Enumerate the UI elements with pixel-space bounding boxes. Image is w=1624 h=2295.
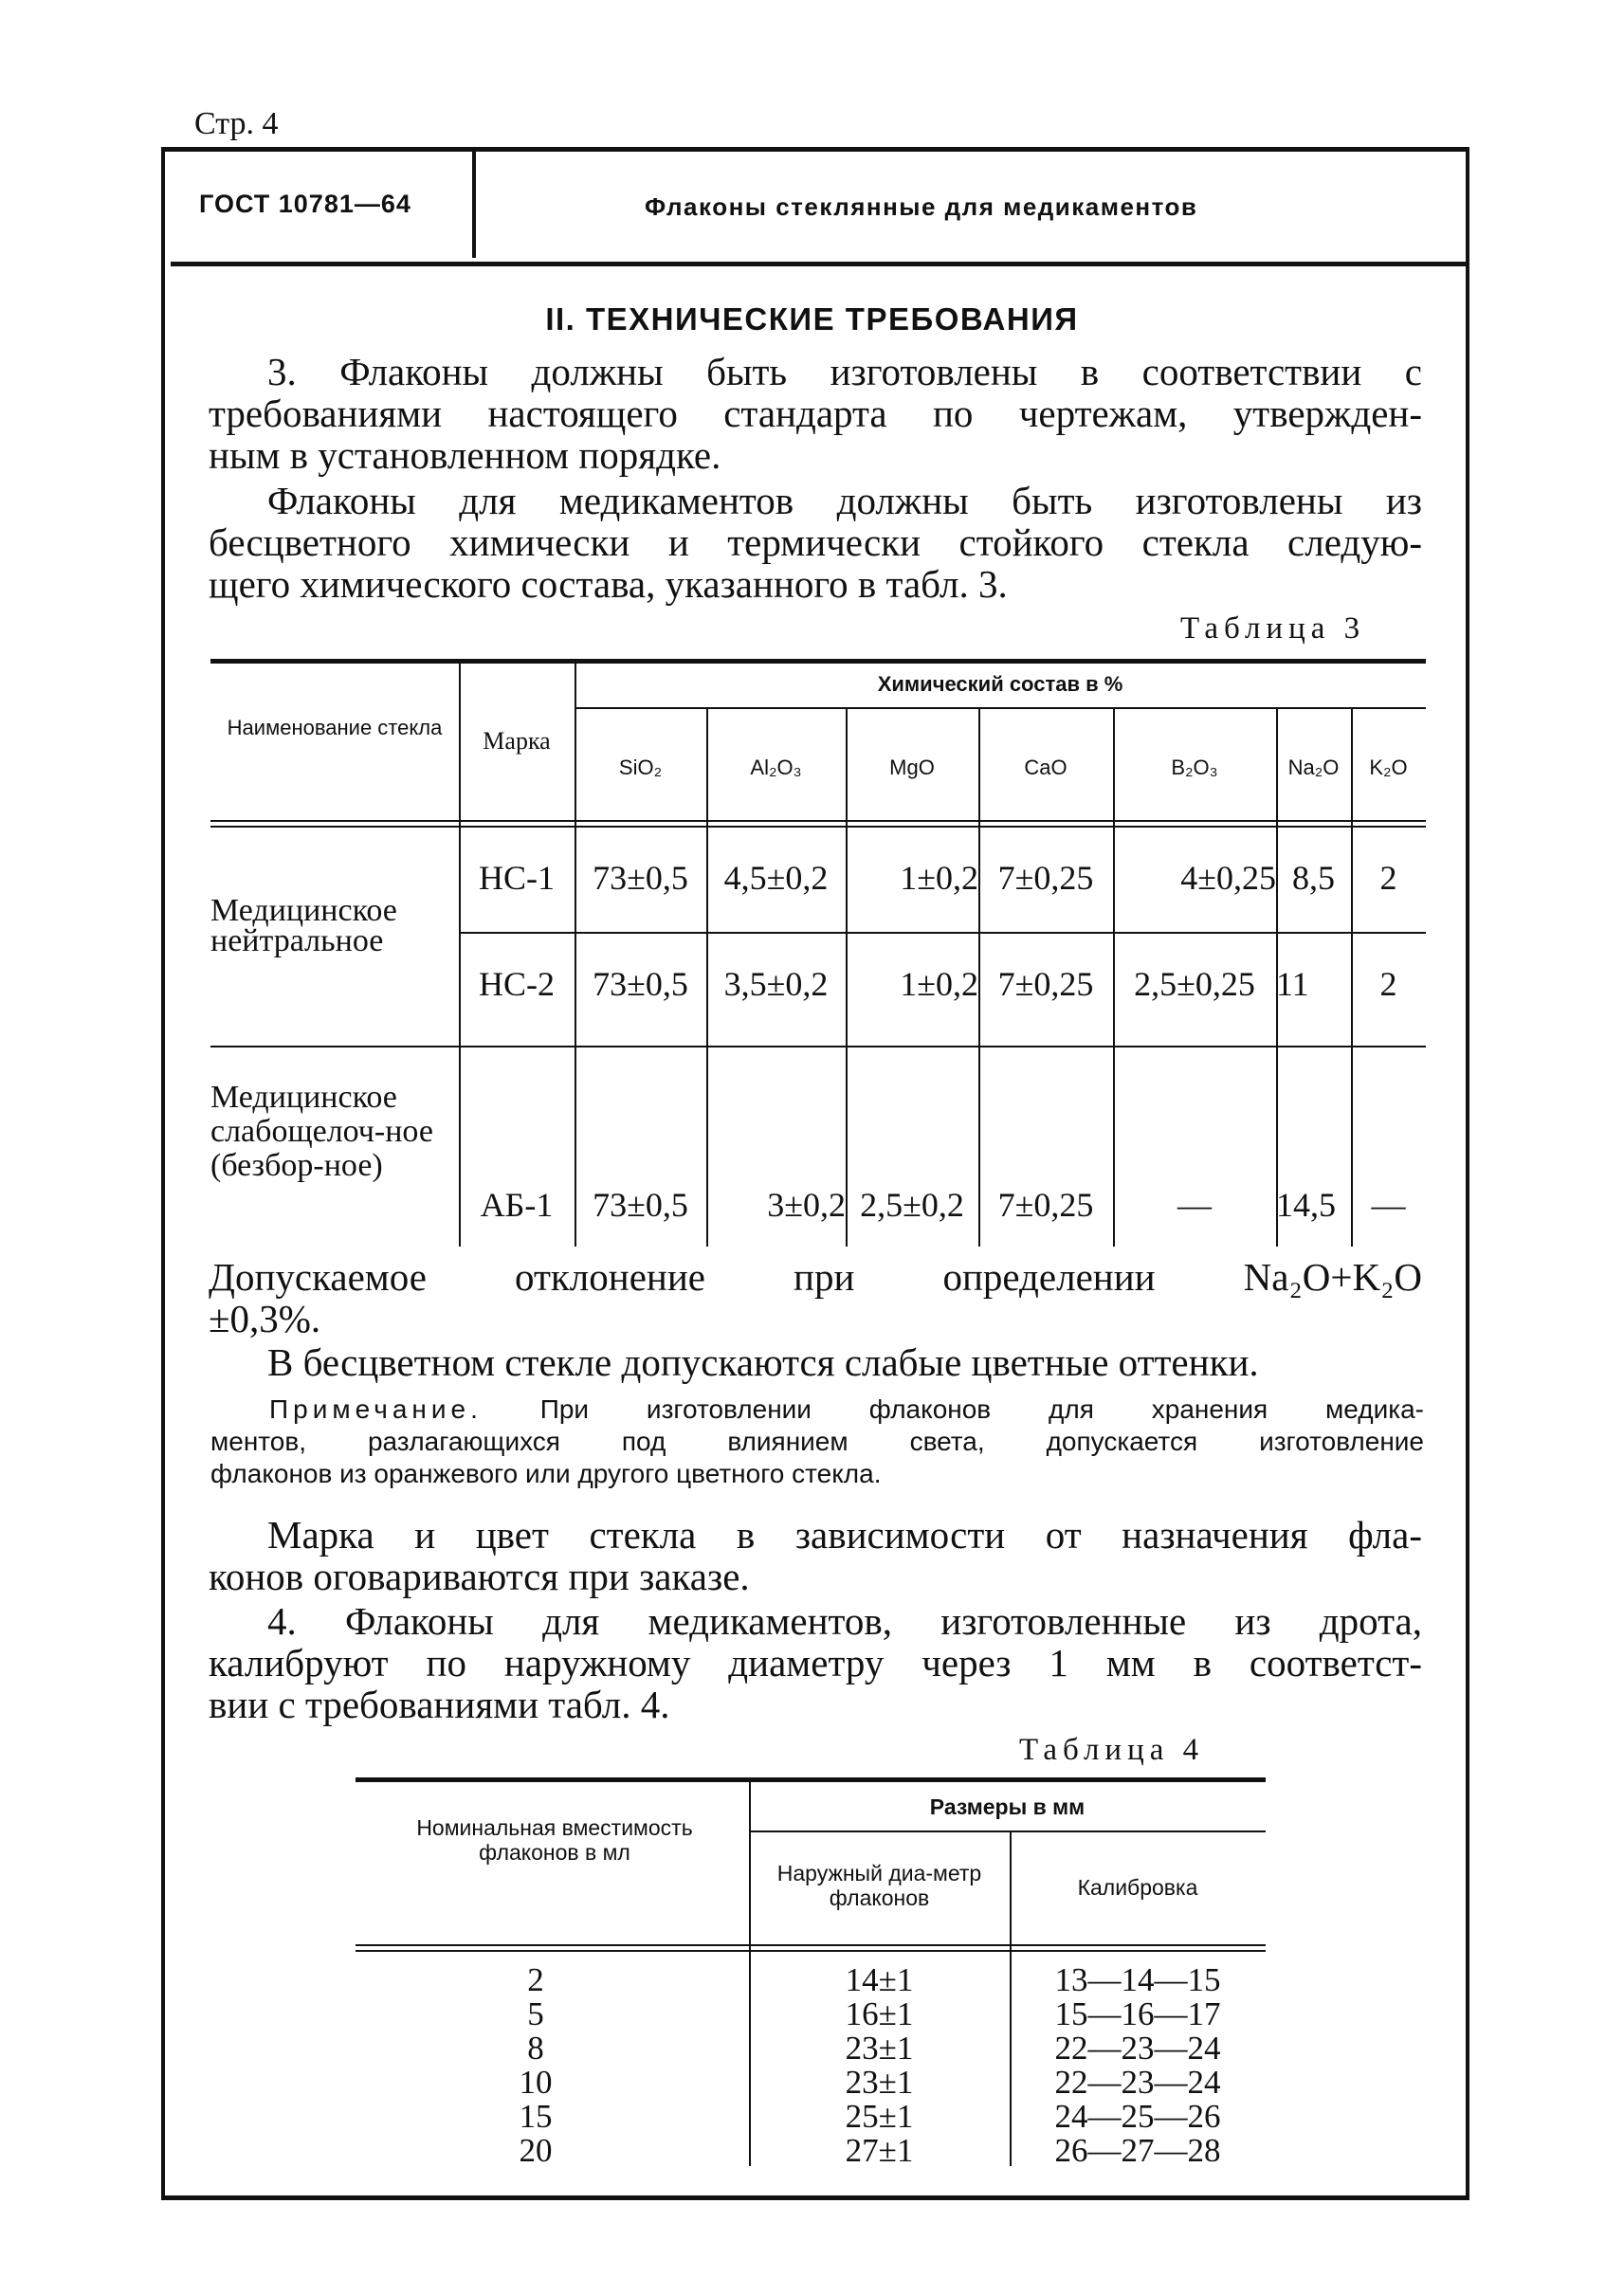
table3-head-mark: Марка — [483, 727, 551, 755]
table4-calibration-column — [1010, 1963, 1266, 2168]
header-rule — [171, 262, 1466, 266]
table3-cell: 11 — [1276, 965, 1309, 1003]
note-line: флаконов из оранжевого или другого цветного стекла. — [210, 1459, 882, 1488]
paragraph-tolerance — [209, 1256, 1422, 1339]
table3-col-sio2: SiO₂ — [618, 756, 663, 779]
table3-cell: 3,5±0,2 — [723, 965, 829, 1003]
table3-cell: АБ-1 — [480, 1186, 554, 1224]
frame-right-border — [1466, 147, 1469, 2199]
table4-cell: 5 — [527, 1995, 544, 2032]
table3-cell: 7±0,25 — [997, 859, 1094, 897]
table3-cell: 73±0,5 — [593, 1186, 688, 1224]
table3-cell: 2,5±0,2 — [860, 1186, 964, 1224]
frame-bottom-border — [161, 2195, 1469, 2200]
paragraph-line: В бесцветном стекле допускаются слабые цветные оттенки. — [267, 1340, 1259, 1384]
header-gost-number: ГОСТ 10781—64 — [199, 190, 411, 218]
table4-cell: 15 — [519, 2098, 553, 2135]
note-label: Примечание. — [269, 1394, 483, 1424]
table4-head-calibration: Калибровка — [1077, 1875, 1198, 1900]
paragraph-line: щего химического состава, указанного в табл. 3. — [209, 562, 1008, 606]
paragraph-glass — [209, 480, 1422, 605]
table4-cell: 15—16—17 — [1054, 1995, 1221, 2032]
table3-col-na2o: Na₂O — [1287, 756, 1340, 779]
table3-head-name: Наименование стекла — [227, 716, 443, 739]
table4-cell: 22—23—24 — [1054, 2030, 1221, 2067]
paragraph-line: 4. Флаконы для медикаментов, изготовленные из дрота, — [267, 1599, 1422, 1643]
table4-cell: 26—27—28 — [1054, 2132, 1221, 2169]
table3 — [210, 659, 1426, 1247]
table-rule — [356, 1777, 1266, 1782]
table3-cell: — — [1177, 1186, 1212, 1224]
table3-group1-name: Медицинское нейтральное — [210, 893, 397, 958]
table3-cell: 14,5 — [1276, 1186, 1336, 1224]
table3-cell: 4±0,25 — [1180, 859, 1276, 897]
table3-cell: 1±0,2 — [900, 859, 978, 897]
table4-cell: 2 — [527, 1961, 544, 1998]
table3-cell: 4,5±0,2 — [723, 859, 829, 897]
table3-caption: Таблица 3 — [1180, 611, 1366, 646]
paragraph-line: калибруют по наружному диаметру через 1 мм в соответст- — [209, 1641, 1422, 1685]
table-rule — [210, 1046, 1426, 1047]
table4-cell: 23±1 — [845, 2030, 914, 2067]
paragraph-line: требованиями настоящего стандарта по чертежам, утвержден- — [209, 392, 1422, 435]
paragraph-line: ±0,3%. — [209, 1297, 321, 1340]
table4-head-group: Размеры в мм — [929, 1794, 1086, 1819]
table4-cell: 14±1 — [845, 1961, 914, 1998]
table-rule — [575, 707, 1426, 709]
table-rule — [356, 1944, 1266, 1946]
paragraph-4 — [209, 1600, 1422, 1725]
table4-capacity-column — [450, 1963, 621, 2168]
table3-cell: НС-1 — [479, 859, 555, 897]
note-block — [210, 1393, 1424, 1490]
table4-cell: 8 — [527, 2030, 544, 2067]
table3-cell: 3±0,2 — [767, 1186, 846, 1224]
paragraph-3 — [209, 351, 1422, 476]
paragraph-line: ным в установленном порядке. — [209, 433, 721, 477]
note-text: При изготовлении флаконов для хранения медика- — [539, 1394, 1424, 1424]
paragraph-line: Допускаемое отклонение при определении Na₂O+K₂O — [209, 1255, 1422, 1299]
frame-left-border — [161, 147, 165, 2199]
table3-cell: 2 — [1379, 859, 1397, 897]
table3-cell: 2,5±0,25 — [1134, 965, 1255, 1003]
table4-head-diameter: Наружный диа-метр флаконов — [776, 1861, 982, 1910]
table3-cell: НС-2 — [479, 965, 555, 1003]
table4-cell: 27±1 — [845, 2132, 914, 2169]
note-line — [210, 1393, 1424, 1426]
paragraph-line: вии с требованиями табл. 4. — [209, 1683, 670, 1726]
table-rule — [575, 664, 576, 1247]
table4-cell: 10 — [519, 2064, 553, 2101]
table4-cell: 16±1 — [845, 1995, 914, 2032]
table-rule — [210, 659, 1426, 664]
table3-cell: 7±0,25 — [997, 965, 1094, 1003]
table4-cell: 20 — [519, 2132, 553, 2169]
table3-head-group: Химический состав в % — [877, 672, 1123, 696]
table-rule — [210, 820, 1426, 822]
table3-cell: 73±0,5 — [593, 965, 688, 1003]
paragraph-line: Марка и цвет стекла в зависимости от назначения фла- — [267, 1513, 1422, 1557]
table4-diameter-column — [749, 1963, 1010, 2168]
paragraph-line: конов оговариваются при заказе. — [209, 1555, 750, 1598]
table4-cell: 23±1 — [845, 2064, 914, 2101]
section-title: II. ТЕХНИЧЕСКИЕ ТРЕБОВАНИЯ — [545, 301, 1079, 337]
frame-top-border — [161, 147, 1469, 152]
page-number: Стр. 4 — [194, 106, 279, 141]
table-rule — [749, 1831, 1266, 1832]
table3-cell: 73±0,5 — [593, 859, 688, 897]
table3-group2-name: Медицинское слабощелоч-ное (безбор-ное) — [210, 1080, 433, 1183]
paragraph-line: 3. Флаконы должны быть изготовлены в соответствии с — [267, 350, 1422, 393]
table3-cell: — — [1371, 1186, 1406, 1224]
table4-cell: 22—23—24 — [1054, 2064, 1221, 2101]
header-separator — [472, 152, 476, 258]
paragraph-line: бесцветного химически и термически стойкого стекла следую- — [209, 520, 1422, 564]
table3-cell: 1±0,2 — [900, 965, 978, 1003]
header-title: Флаконы стеклянные для медикаментов — [645, 192, 1198, 221]
table4-cell: 25±1 — [845, 2098, 914, 2135]
table-rule — [459, 932, 1426, 934]
table4-cell: 13—14—15 — [1054, 1961, 1221, 1998]
paragraph-marking — [209, 1514, 1422, 1597]
table-rule — [356, 1950, 1266, 1952]
table3-col-b2o3: B₂O₃ — [1171, 756, 1218, 779]
table3-cell: 7±0,25 — [997, 1186, 1094, 1224]
table4-cell: 24—25—26 — [1054, 2098, 1221, 2135]
table3-col-cao: CaO — [1024, 756, 1067, 779]
paragraph-tint — [209, 1341, 1422, 1383]
table3-col-al2o3: Al₂O₃ — [750, 756, 802, 779]
note-line: ментов, разлагающихся под влиянием света, допускается изготовление — [210, 1427, 1424, 1456]
table3-cell: 8,5 — [1292, 859, 1335, 897]
table4-head-capacity: Номинальная вместимость флаконов в мл — [416, 1815, 693, 1865]
table4 — [356, 1777, 1266, 2169]
table3-col-mgo: MgO — [889, 756, 935, 779]
table4-caption: Таблица 4 — [1019, 1733, 1205, 1767]
table3-cell: 2 — [1379, 965, 1397, 1003]
paragraph-line: Флаконы для медикаментов должны быть изготовлены из — [267, 479, 1422, 522]
table-rule — [210, 826, 1426, 828]
table3-col-k2o: K₂O — [1369, 756, 1408, 779]
